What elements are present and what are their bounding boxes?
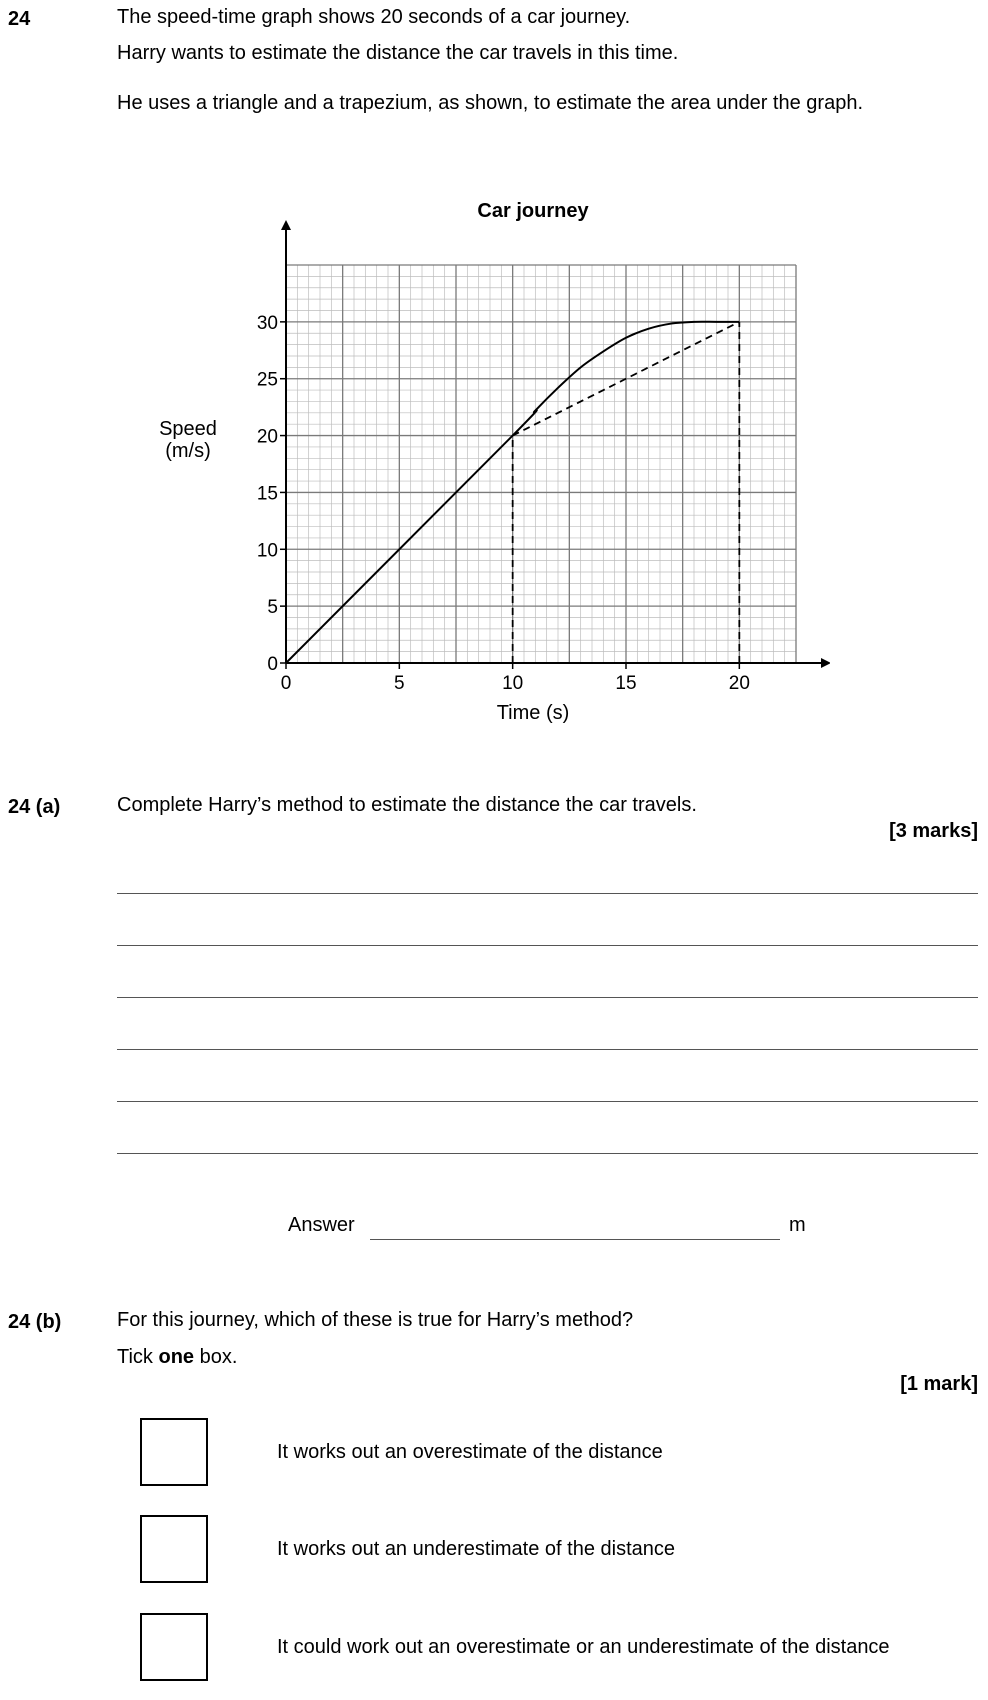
working-line-3[interactable]: [117, 997, 978, 998]
y-axis-label-line1: Speed: [159, 418, 217, 440]
chart-title: Car journey: [477, 200, 589, 222]
axes: [286, 225, 826, 663]
y-tick-label: 15: [256, 483, 278, 505]
part-a-marks: [3 marks]: [889, 820, 978, 842]
part-a-text: Complete Harry’s method to estimate the distance the car travels.: [117, 794, 697, 816]
option-either: It could work out an overestimate or an underestimate of the distance: [277, 1636, 890, 1658]
x-tick-label: 20: [728, 673, 750, 694]
working-line-6[interactable]: [117, 1153, 978, 1154]
tick-box-overestimate[interactable]: [140, 1418, 208, 1486]
intro-line-3: He uses a triangle and a trapezium, as shown, to estimate the area under the graph.: [117, 92, 863, 114]
tick-box-either[interactable]: [140, 1613, 208, 1681]
answer-label: Answer: [288, 1214, 355, 1236]
y-tick-label: 30: [256, 312, 278, 334]
y-tick-label: 0: [267, 654, 278, 675]
instruction-post: box.: [194, 1346, 238, 1368]
tick-box-underestimate[interactable]: [140, 1515, 208, 1583]
speed-time-chart: [150, 195, 830, 735]
instruction-pre: Tick: [117, 1346, 159, 1368]
tick-labels: [257, 313, 750, 694]
grid-major: [286, 265, 796, 663]
question-number: 24: [8, 8, 31, 30]
grid-minor: [286, 265, 796, 663]
part-b-instruction: [117, 1346, 237, 1369]
intro-line-2: Harry wants to estimate the distance the car travels in this time.: [117, 42, 679, 64]
x-tick-label: 15: [615, 673, 637, 694]
part-b-marks: [1 mark]: [900, 1373, 978, 1395]
y-axis-label-line2: (m/s): [165, 440, 211, 462]
option-overestimate: It works out an overestimate of the distance: [277, 1441, 663, 1463]
answer-line[interactable]: [370, 1239, 780, 1240]
working-line-5[interactable]: [117, 1101, 978, 1102]
y-tick-label: 5: [267, 597, 278, 619]
working-line-1[interactable]: [117, 893, 978, 894]
working-line-4[interactable]: [117, 1049, 978, 1050]
option-underestimate: It works out an underestimate of the distance: [277, 1538, 675, 1560]
intro-line-1: The speed-time graph shows 20 seconds of a car journey.: [117, 6, 631, 28]
y-tick-label: 20: [256, 426, 278, 448]
x-tick-label: 10: [502, 673, 524, 694]
x-tick-label: 5: [394, 673, 405, 694]
x-tick-label: 0: [280, 673, 292, 694]
part-b-label: 24 (b): [8, 1311, 62, 1333]
part-b-text: For this journey, which of these is true for Harry’s method?: [117, 1309, 634, 1331]
y-tick-label: 10: [256, 540, 278, 562]
working-line-2[interactable]: [117, 945, 978, 946]
answer-unit: m: [789, 1214, 806, 1236]
y-tick-label: 25: [256, 369, 278, 391]
instruction-bold: one: [158, 1346, 195, 1368]
x-axis-label: Time (s): [496, 702, 570, 724]
part-a-label: 24 (a): [8, 796, 61, 818]
